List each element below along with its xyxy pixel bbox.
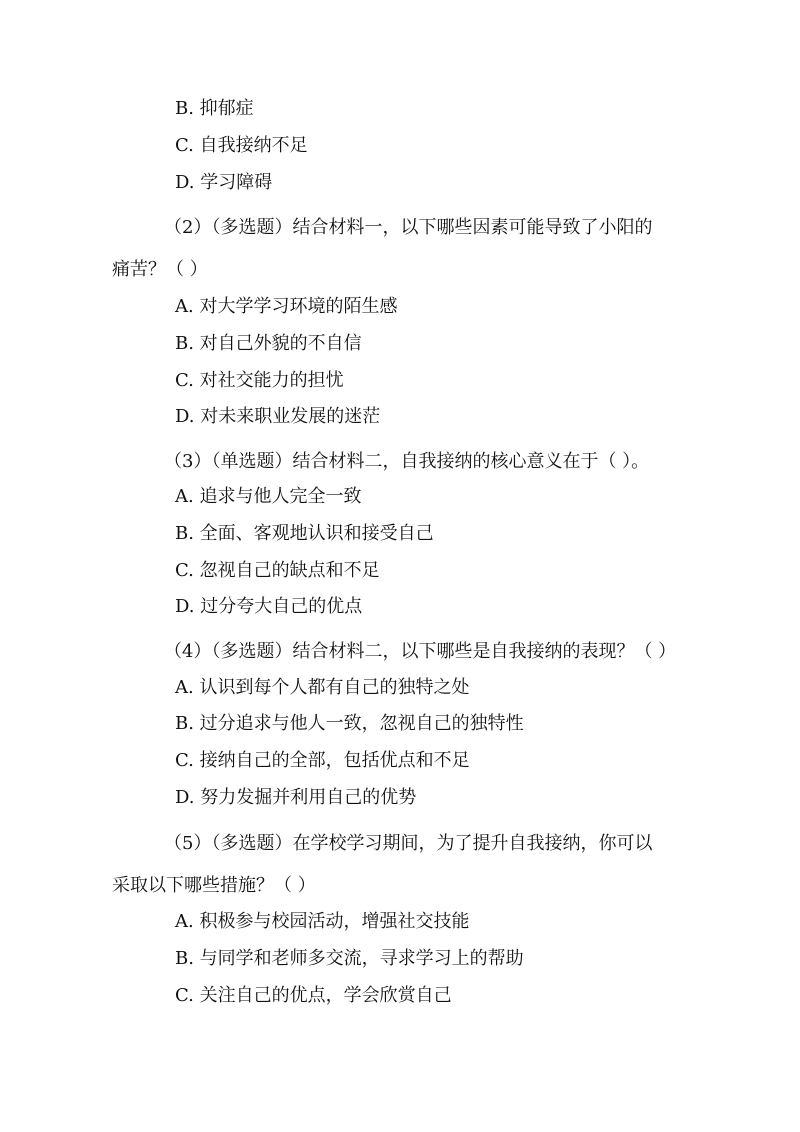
q4-option-a: A. 认识到每个人都有自己的独特之处 (175, 677, 470, 698)
q5-stem-line2: 采取以下哪些措施？（ ） (112, 875, 316, 896)
q5-option-b: B. 与同学和老师多交流，寻求学习上的帮助 (175, 948, 524, 969)
q3-option-a: A. 追求与他人完全一致 (175, 486, 362, 507)
q1-option-d: D. 学习障碍 (175, 172, 273, 193)
q3-stem: （3）（单选题）结合材料二，自我接纳的核心意义在于（ ）。 (164, 451, 650, 472)
q3-option-b: B. 全面、客观地认识和接受自己 (175, 523, 434, 544)
q2-option-d: D. 对未来职业发展的迷茫 (175, 406, 381, 427)
q2-stem-line2: 痛苦？（ ） (112, 259, 208, 280)
q3-option-c: C. 忽视自己的缺点和不足 (175, 560, 380, 581)
q5-stem-line1: （5）（多选题）在学校学习期间，为了提升自我接纳，你可以 (164, 833, 653, 854)
q2-option-c: C. 对社交能力的担忧 (175, 370, 344, 391)
q5-option-a: A. 积极参与校园活动，增强社交技能 (175, 911, 470, 932)
q1-option-b: B. 抑郁症 (175, 98, 254, 119)
q2-stem-line1: （2）（多选题）结合材料一，以下哪些因素可能导致了小阳的 (164, 217, 653, 238)
q4-stem: （4）（多选题）结合材料二，以下哪些是自我接纳的表现？（ ） (164, 641, 677, 662)
q4-option-b: B. 过分追求与他人一致，忽视自己的独特性 (175, 713, 524, 734)
q3-option-d: D. 过分夸大自己的优点 (175, 596, 363, 617)
q4-option-d: D. 努力发掘并利用自己的优势 (175, 787, 417, 808)
q2-option-b: B. 对自己外貌的不自信 (175, 333, 362, 354)
q1-option-c: C. 自我接纳不足 (175, 135, 308, 156)
q2-option-a: A. 对大学学习环境的陌生感 (175, 296, 398, 317)
q4-option-c: C. 接纳自己的全部，包括优点和不足 (175, 750, 470, 771)
q5-option-c: C. 关注自己的优点，学会欣赏自己 (175, 985, 452, 1006)
